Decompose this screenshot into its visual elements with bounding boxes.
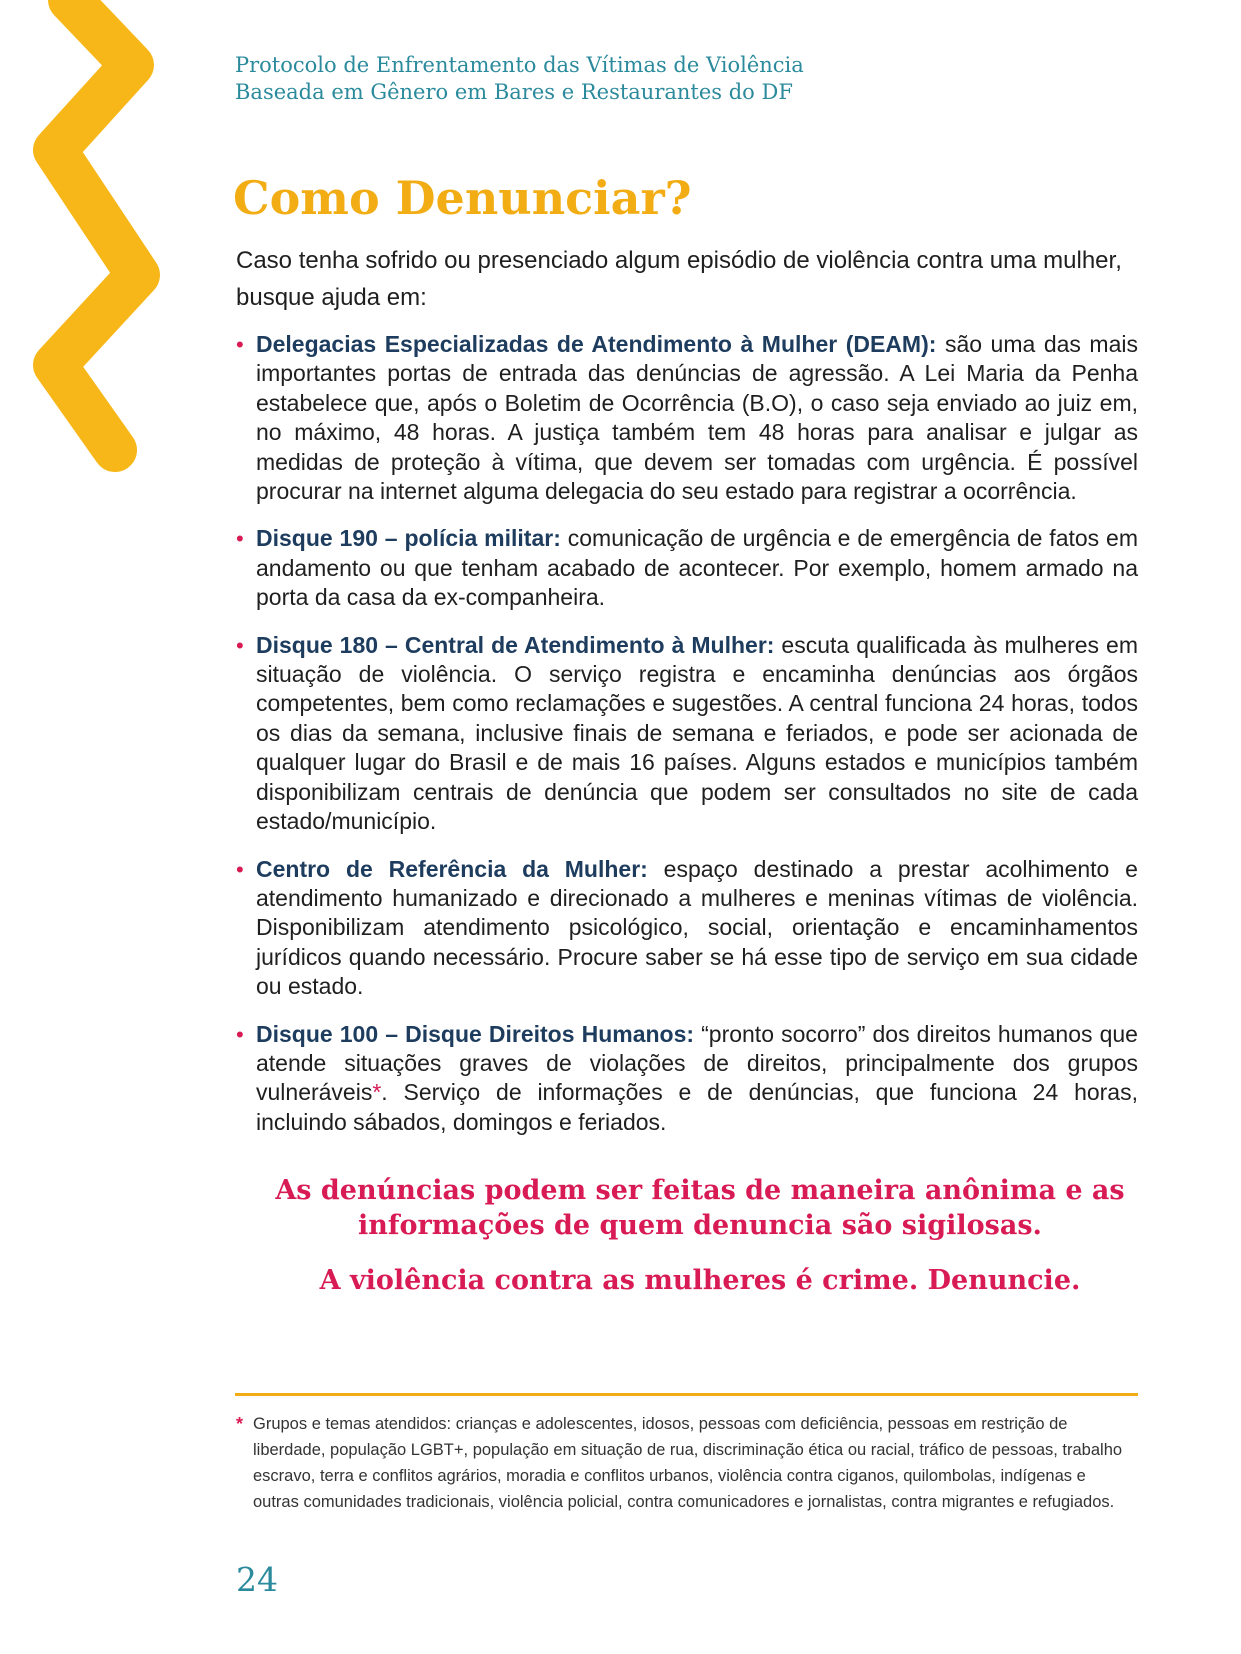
intro-paragraph: Caso tenha sofrido ou presenciado algum episódio de violência contra uma mulher, busque ajuda em: — [236, 247, 1122, 311]
page-number: 24 — [236, 1560, 278, 1599]
list-item-disque-180 — [236, 631, 1138, 837]
footnote-divider — [235, 1393, 1138, 1396]
footnote-reference-mark: * — [372, 1079, 382, 1106]
channel-name: Disque 180 – Central de Atendimento à Mulher: — [256, 631, 775, 658]
callout-line-2: A violência contra as mulheres é crime. Denuncie. — [319, 1265, 1081, 1296]
channel-description: espaço destinado a prestar acolhimento e atendimento humanizado e direcionado a mulheres e meninas vítimas de violência. Disponibilizam atendimento psicológico, social, orientação e encaminhamentos jurídicos quando necessário. Procure saber se há esse tipo de serviço em sua cidade ou estado. — [256, 855, 1138, 1000]
yellow-squiggle-decoration — [0, 0, 200, 520]
page-title: Como Denunciar? — [233, 171, 692, 225]
channel-name: Disque 190 – polícia militar: — [256, 525, 561, 552]
channel-name: Disque 100 – Disque Direitos Humanos: — [256, 1020, 695, 1047]
list-item-disque-100 — [236, 1020, 1138, 1138]
bullet-dot-icon: • — [236, 526, 244, 552]
reporting-channels-list — [236, 330, 1138, 1155]
channel-description: comunicação de urgência e de emergência de fatos em andamento ou que tenham acabado de acontecer. Por exemplo, homem armado na porta da casa da ex-companheira. — [256, 525, 1138, 611]
bullet-dot-icon: • — [236, 1021, 244, 1047]
bullet-dot-icon: • — [236, 856, 244, 882]
list-item-centro-referencia — [236, 855, 1138, 1002]
list-item-disque-190 — [236, 524, 1138, 612]
channel-name: Delegacias Especializadas de Atendimento à Mulher (DEAM): — [256, 331, 937, 357]
header-line-2: Baseada em Gênero em Bares e Restaurantes do DF — [235, 80, 793, 104]
bullet-dot-icon: • — [236, 632, 244, 658]
callout-line-1: As denúncias podem ser feitas de maneira anônima e as informações de quem denuncia são sigilosas. — [275, 1175, 1125, 1241]
anonymity-callout — [200, 1173, 1200, 1298]
channel-description: “pronto socorro” dos direitos humanos que atende situações graves de violações de direitos, principalmente dos grupos vulneráveis — [256, 1020, 1138, 1106]
bullet-dot-icon: • — [236, 332, 244, 357]
list-item-deam — [236, 330, 1138, 506]
footnote-text: Grupos e temas atendidos: crianças e adolescentes, idosos, pessoas com deficiência, pessoas em restrição de liberdade, população LGBT+, população em situação de rua, discriminação ética ou racial, tráfico de pessoas, trabalho escravo, terra e conflitos agrários, moradia e conflitos urbanos, violência contra ciganos, quilombolas, indígenas e outras comunidades tradicionais, violência policial, contra comunicadores e jornalistas, contra migrantes e refugiados. — [253, 1415, 1123, 1511]
document-header — [235, 52, 804, 106]
channel-description-continued: . Serviço de informações e de denúncias, que funciona 24 horas, incluindo sábados, domingos e feriados. — [256, 1079, 1138, 1135]
channel-description: são uma das mais importantes portas de entrada das denúncias de agressão. A Lei Maria da Penha estabelece que, após o Boletim de Ocorrência (B.O), o caso seja enviado ao juiz em, no máximo, 48 horas. A justiça também tem 48 horas para analisar e julgar as medidas de proteção à vítima, que devem ser tomadas com urgência. É possível procurar na internet alguma delegacia do seu estado para registrar a ocorrência. — [256, 331, 1138, 505]
asterisk-icon: * — [236, 1414, 244, 1434]
channel-name: Centro de Referência da Mulher: — [256, 855, 648, 882]
footnote — [236, 1411, 1123, 1515]
channel-description: escuta qualificada às mulheres em situação de violência. O serviço registra e encaminha denúncias aos órgãos competentes, bem como reclamações e sugestões. A central funciona 24 horas, todos os dias da semana, inclusive finais de semana e feriados, e pode ser acionada de qualquer lugar do Brasil e de mais 16 países. Alguns estados e municípios também disponibilizam centrais de denúncia que podem ser consultados no site de cada estado/município. — [256, 631, 1138, 835]
header-line-1: Protocolo de Enfrentamento das Vítimas de Violência — [235, 53, 804, 77]
